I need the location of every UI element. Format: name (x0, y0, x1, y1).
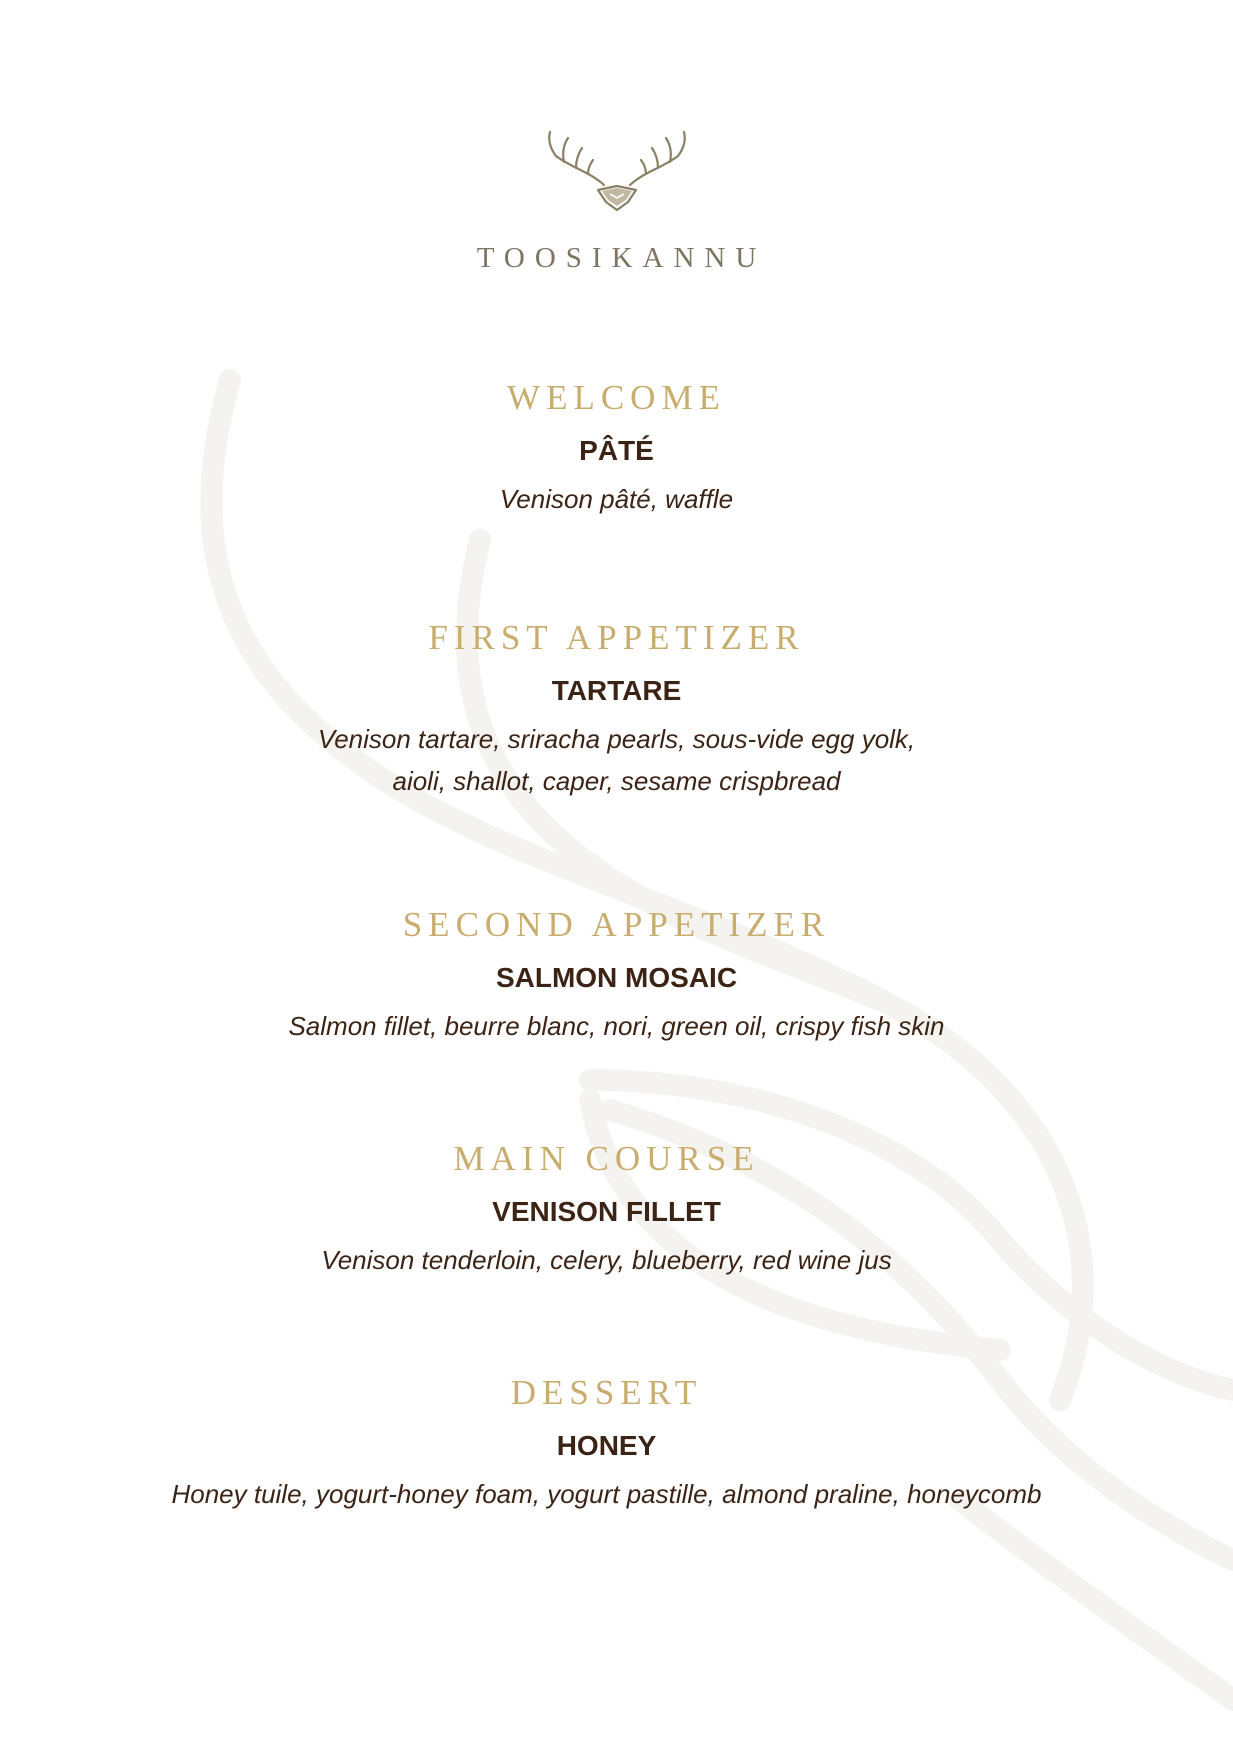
dish-description-line: aioli, shallot, caper, sesame crispbread (392, 766, 841, 796)
course-title: SECOND APPETIZER (402, 905, 831, 944)
dish-description (0, 1473, 1223, 1515)
course-title: WELCOME (507, 378, 726, 417)
dish-name: HONEY (556, 1430, 657, 1461)
dish-name: PÂTÉ (579, 435, 654, 466)
deer-antler-icon (542, 130, 692, 220)
course-section-welcome (0, 378, 1233, 520)
course-section-first-appetizer (0, 618, 1233, 802)
dish-description (0, 1239, 1223, 1281)
course-title: MAIN COURSE (453, 1139, 760, 1178)
course-title: DESSERT (510, 1373, 703, 1412)
course-title: FIRST APPETIZER (428, 618, 805, 657)
dish-description (0, 1005, 1233, 1047)
brand-logo (0, 130, 1233, 275)
course-section-second-appetizer (0, 905, 1233, 1047)
dish-description-line: Venison tenderloin, celery, blueberry, red wine jus (321, 1245, 892, 1275)
dish-description-line: Salmon fillet, beurre blanc, nori, green oil, crispy fish skin (288, 1011, 945, 1041)
dish-description-line: Honey tuile, yogurt-honey foam, yogurt pastille, almond praline, honeycomb (171, 1479, 1042, 1509)
course-section-main-course (0, 1139, 1223, 1281)
dish-description-line: Venison tartare, sriracha pearls, sous-vide egg yolk, (317, 724, 916, 754)
dish-name: SALMON MOSAIC (495, 962, 738, 993)
dish-description (0, 718, 1233, 802)
brand-name: TOOSIKANNU (476, 242, 767, 274)
dish-name: TARTARE (551, 675, 682, 706)
dish-name: VENISON FILLET (492, 1196, 721, 1227)
course-section-dessert (0, 1373, 1223, 1515)
dish-description-line: Venison pâté, waffle (499, 484, 734, 514)
dish-description (0, 478, 1233, 520)
